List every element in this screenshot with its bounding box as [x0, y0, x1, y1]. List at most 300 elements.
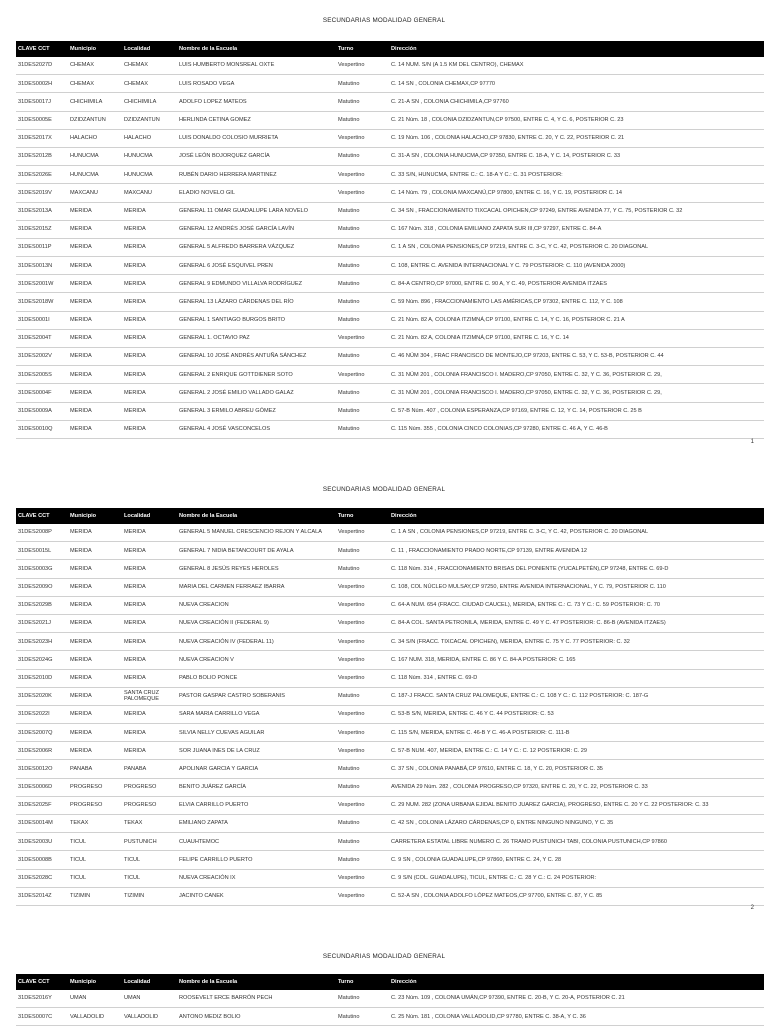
localidad-cell: MERIDA — [122, 669, 177, 687]
localidad-header: Localidad — [122, 508, 177, 524]
page-title: SECUNDARIAS MODALIDAD GENERAL — [322, 17, 446, 24]
localidad-cell: PUSTUNICH — [122, 833, 177, 851]
escuela-name-cell: NUEVA CREACIÓN IX — [177, 869, 336, 887]
turno-cell: Vespertino — [336, 742, 389, 760]
municipio-cell: TEKAX — [68, 815, 122, 833]
clave-cct-cell: 31DES0002H — [16, 75, 68, 93]
table-row — [16, 111, 764, 129]
escuela-name-cell: GENERAL 8 JESÚS REYES HEROLES — [177, 560, 336, 578]
turno-cell: Matutino — [336, 833, 389, 851]
turno-cell: Vespertino — [336, 724, 389, 742]
localidad-cell: MERIDA — [122, 724, 177, 742]
table-row — [16, 348, 764, 366]
clave-cct-cell: 31DES2018W — [16, 293, 68, 311]
clave-cct-cell: 31DES2029B — [16, 596, 68, 614]
table-row — [16, 384, 764, 402]
localidad-cell: PANABA — [122, 760, 177, 778]
clave-cct-cell: 31DES0006D — [16, 778, 68, 796]
localidad-cell: CHICHIMILA — [122, 93, 177, 111]
table-row — [16, 524, 764, 542]
municipio-cell: MERIDA — [68, 402, 122, 420]
clave-cct-cell: 31DES2010D — [16, 669, 68, 687]
localidad-cell: MERIDA — [122, 578, 177, 596]
localidad-cell: HUNUCMA — [122, 166, 177, 184]
table-row — [16, 760, 764, 778]
table-row — [16, 542, 764, 560]
table-row — [16, 420, 764, 438]
clave-cct-cell: 31DES0001I — [16, 311, 68, 329]
municipio-cell: VALLADOLID — [68, 1008, 122, 1026]
direccion-cell: C. 11 , FRACCIONAMIENTO PRADO NORTE,CP 97139, ENTRE AVENIDA 12 — [389, 542, 764, 560]
table-header-row — [16, 974, 764, 990]
direccion-cell: AVENIDA 29 Núm. 282 , COLONIA PROGRESO,CP 97320, ENTRE C. 20, Y C. 22, POSTERIOR C. 33 — [389, 778, 764, 796]
table-header-row — [16, 41, 764, 57]
municipio-cell: MERIDA — [68, 238, 122, 256]
clave-cct-cell: 31DES0005E — [16, 111, 68, 129]
clave-cct-cell: 31DES2001W — [16, 275, 68, 293]
table-row — [16, 238, 764, 256]
table-row — [16, 833, 764, 851]
escuela-name-cell: GENERAL 9 EDMUNDO VILLALVA RODRÍGUEZ — [177, 275, 336, 293]
escuela-name-cell: BENITO JUÁREZ GARCÍA — [177, 778, 336, 796]
municipio-cell: HALACHO — [68, 129, 122, 147]
clave-cct-cell: 31DES0013N — [16, 257, 68, 275]
escuela-name-cell: GENERAL 7 NIDIA BETANCOURT DE AYALA — [177, 542, 336, 560]
escuela-name-cell: JOSÉ LEÓN BOJORQUEZ GARCÍA — [177, 147, 336, 165]
escuela-name-cell: GENERAL 1. OCTAVIO PAZ — [177, 329, 336, 347]
turno-cell: Matutino — [336, 75, 389, 93]
turno-cell: Matutino — [336, 542, 389, 560]
clave-cct-cell: 31DES2007Q — [16, 724, 68, 742]
table-row — [16, 796, 764, 814]
table-row — [16, 560, 764, 578]
table-row — [16, 402, 764, 420]
page-title: SECUNDARIAS MODALIDAD GENERAL — [322, 486, 446, 493]
municipio-cell: MERIDA — [68, 724, 122, 742]
direccion-cell: C. 57-B NUM. 407, MERIDA, ENTRE C.: C. 14 Y C.: C. 12 POSTERIOR: C. 29 — [389, 742, 764, 760]
turno-cell: Vespertino — [336, 129, 389, 147]
municipio-cell: DZIDZANTUN — [68, 111, 122, 129]
table-row — [16, 129, 764, 147]
localidad-cell: MERIDA — [122, 311, 177, 329]
direccion-cell: C. 25 Núm. 181 , COLONIA VALLADOLID,CP 97780, ENTRE C. 38-A, Y C. 36 — [389, 1008, 764, 1026]
direccion-cell: C. 118 Núm. 314 , ENTRE C. 69-D — [389, 669, 764, 687]
direccion-cell: C. 14 SN , COLONIA CHEMAX,CP 97770 — [389, 75, 764, 93]
escuela-name-cell: PASTOR GASPAR CASTRO SOBERANIS — [177, 687, 336, 705]
turno-cell: Matutino — [336, 202, 389, 220]
escuela-name-cell: GENERAL 5 ALFREDO BARRERA VÁZQUEZ — [177, 238, 336, 256]
escuela-name-cell: APOLINAR GARCIA Y GARCIA — [177, 760, 336, 778]
direccion-cell: C. 33 S/N, HUNUCMA, ENTRE C.: C. 18-A Y C.: C. 31 POSTERIOR: — [389, 166, 764, 184]
turno-cell: Vespertino — [336, 329, 389, 347]
localidad-cell: MERIDA — [122, 651, 177, 669]
direccion-header: Dirección — [389, 508, 764, 524]
localidad-cell: MERIDA — [122, 348, 177, 366]
escuela-name-cell: HERLINDA CETINA GOMEZ — [177, 111, 336, 129]
municipio-cell: TIZIMIN — [68, 887, 122, 905]
municipio-cell: TICUL — [68, 869, 122, 887]
table-row — [16, 687, 764, 705]
direccion-cell: C. 21 Núm. 18 , COLONIA DZIDZANTUN,CP 97500, ENTRE C. 4, Y C. 6, POSTERIOR C. 23 — [389, 111, 764, 129]
table-row — [16, 184, 764, 202]
table-row — [16, 742, 764, 760]
localidad-header: Localidad — [122, 41, 177, 57]
turno-cell: Matutino — [336, 1008, 389, 1026]
direccion-cell: C. 53-B S/N, MERIDA, ENTRE C. 46 Y C. 44 POSTERIOR: C. 53 — [389, 705, 764, 723]
municipio-cell: MERIDA — [68, 687, 122, 705]
localidad-cell: UMAN — [122, 990, 177, 1008]
escuela-header: Nombre de la Escuela — [177, 508, 336, 524]
table-row — [16, 275, 764, 293]
turno-header: Turno — [336, 41, 389, 57]
turno-cell: Vespertino — [336, 184, 389, 202]
direccion-cell: C. 46 NÚM 304 , FRAC FRANCISCO DE MONTEJO,CP 97203, ENTRE C. 53, Y C. 53-B, POSTERIOR C. 44 — [389, 348, 764, 366]
turno-cell: Vespertino — [336, 651, 389, 669]
escuela-name-cell: GENERAL 10 JOSÉ ANDRÉS ANTUÑA SÁNCHEZ — [177, 348, 336, 366]
municipio-cell: PANABA — [68, 760, 122, 778]
turno-cell: Matutino — [336, 275, 389, 293]
direccion-cell: C. 9 S/N (COL. GUADALUPE), TICUL, ENTRE C.: C. 28 Y C.: C. 24 POSTERIOR: — [389, 869, 764, 887]
turno-cell: Matutino — [336, 990, 389, 1008]
localidad-cell: MERIDA — [122, 633, 177, 651]
direccion-cell: C. 14 NUM. S/N (A 1.5 KM DEL CENTRO), CHEMAX — [389, 57, 764, 75]
localidad-cell: MAXCANU — [122, 184, 177, 202]
escuela-name-cell: GENERAL 6 JOSÉ ESQUIVEL PREN — [177, 257, 336, 275]
table-row — [16, 578, 764, 596]
clave-cct-cell: 31DES2023H — [16, 633, 68, 651]
escuela-name-cell: ADOLFO LOPEZ MATEOS — [177, 93, 336, 111]
table-row — [16, 57, 764, 75]
clave-cct-cell: 31DES2005S — [16, 366, 68, 384]
direccion-cell: C. 19 Núm. 106 , COLONIA HALACHO,CP 97830, ENTRE C. 20, Y C. 22, POSTERIOR C. 21 — [389, 129, 764, 147]
escuela-name-cell: RUBÉN DARIO HERRERA MARTINEZ — [177, 166, 336, 184]
escuela-name-cell: GENERAL 3 ERMILO ABREU GÓMEZ — [177, 402, 336, 420]
municipio-cell: MERIDA — [68, 202, 122, 220]
turno-header: Turno — [336, 508, 389, 524]
escuela-name-cell: GENERAL 2 JOSÉ EMILIO VALLADO GALAZ — [177, 384, 336, 402]
municipio-cell: MERIDA — [68, 560, 122, 578]
municipio-cell: MERIDA — [68, 257, 122, 275]
municipio-cell: MERIDA — [68, 311, 122, 329]
turno-cell: Vespertino — [336, 869, 389, 887]
turno-cell: Matutino — [336, 402, 389, 420]
localidad-cell: CHEMAX — [122, 75, 177, 93]
table-row — [16, 366, 764, 384]
direccion-header: Dirección — [389, 41, 764, 57]
turno-cell: Vespertino — [336, 633, 389, 651]
direccion-cell: C. 37 SN , COLONIA PANABÁ,CP 97610, ENTRE C. 18, Y C. 20, POSTERIOR C. 35 — [389, 760, 764, 778]
localidad-cell: MERIDA — [122, 257, 177, 275]
table-row — [16, 669, 764, 687]
clave-cct-cell: 31DES0004F — [16, 384, 68, 402]
municipio-header: Municipio — [68, 508, 122, 524]
turno-cell: Matutino — [336, 420, 389, 438]
escuela-name-cell: NUEVA CREACION — [177, 596, 336, 614]
table-row — [16, 614, 764, 632]
escuela-header: Nombre de la Escuela — [177, 974, 336, 990]
table-row — [16, 596, 764, 614]
municipio-cell: MERIDA — [68, 578, 122, 596]
escuela-name-cell: GENERAL 2 ENRIQUE GOTTDIENER SOTO — [177, 366, 336, 384]
municipio-cell: MERIDA — [68, 705, 122, 723]
municipio-cell: MERIDA — [68, 420, 122, 438]
escuela-header: Nombre de la Escuela — [177, 41, 336, 57]
municipio-cell: MERIDA — [68, 366, 122, 384]
localidad-cell: TIZIMIN — [122, 887, 177, 905]
table-row — [16, 166, 764, 184]
direccion-cell: C. 14 Núm. 79 , COLONIA MAXCANÚ,CP 97800, ENTRE C. 16, Y C. 19, POSTERIOR C. 14 — [389, 184, 764, 202]
table-row — [16, 705, 764, 723]
clave-cct-cell: 31DES2022I — [16, 705, 68, 723]
turno-cell: Vespertino — [336, 887, 389, 905]
direccion-cell: C. 57-B Núm. 407 , COLONIA ESPERANZA,CP 97169, ENTRE C. 12, Y C. 14, POSTERIOR C. 25 B — [389, 402, 764, 420]
municipio-cell: PROGRESO — [68, 778, 122, 796]
localidad-cell: MERIDA — [122, 238, 177, 256]
direccion-cell: C. 84-A CENTRO,CP 97000, ENTRE C. 90 A, Y C. 49, POSTERIOR AVENIDA ITZAES — [389, 275, 764, 293]
table-row — [16, 869, 764, 887]
table-row — [16, 329, 764, 347]
direccion-cell: C. 31 NÚM 201 , COLONIA FRANCISCO I. MADERO,CP 97050, ENTRE C. 32, Y C. 36, POSTERIOR C. 29, — [389, 366, 764, 384]
localidad-cell: TICUL — [122, 869, 177, 887]
direccion-header: Dirección — [389, 974, 764, 990]
clave-cct-cell: 31DES0007C — [16, 1008, 68, 1026]
turno-cell: Matutino — [336, 687, 389, 705]
escuela-name-cell: NUEVA CREACIÓN IV (FEDERAL 11) — [177, 633, 336, 651]
escuela-name-cell: LUIS DONALDO COLOSIO MURRIETA — [177, 129, 336, 147]
table-row — [16, 257, 764, 275]
escuela-name-cell: GENERAL 1 SANTIAGO BURGOS BRITO — [177, 311, 336, 329]
clave-cct-cell: 31DES0011P — [16, 238, 68, 256]
municipio-cell: MAXCANU — [68, 184, 122, 202]
municipio-header: Municipio — [68, 41, 122, 57]
clave-cct-cell: 31DES2015Z — [16, 220, 68, 238]
clave-cct-cell: 31DES2024G — [16, 651, 68, 669]
escuela-name-cell: ROOSEVELT ERCE BARRÓN PECH — [177, 990, 336, 1008]
localidad-cell: MERIDA — [122, 202, 177, 220]
direccion-cell: C. 108, COL NÚCLEO MULSAY,CP 97250, ENTRE AVENIDA INTERNACIONAL, Y C. 79, POSTERIOR C. 110 — [389, 578, 764, 596]
table-row — [16, 851, 764, 869]
localidad-cell: MERIDA — [122, 614, 177, 632]
direccion-cell: C. 118 Núm. 314 , FRACCIONAMIENTO BRISAS DEL PONIENTE (YUCALPETÉN),CP 97248, ENTRE C. 69-D — [389, 560, 764, 578]
schools-table — [16, 974, 764, 1026]
escuela-name-cell: GENERAL 12 ANDRÉS JOSÉ GARCÍA LAVÍN — [177, 220, 336, 238]
municipio-cell: MERIDA — [68, 220, 122, 238]
turno-cell: Matutino — [336, 147, 389, 165]
municipio-cell: MERIDA — [68, 651, 122, 669]
clave-cct-cell: 31DES0014M — [16, 815, 68, 833]
schools-table — [16, 508, 764, 906]
municipio-cell: CHICHIMILA — [68, 93, 122, 111]
clave-cct-cell: 31DES2013A — [16, 202, 68, 220]
escuela-name-cell: ANTONO MEDIZ BOLIO — [177, 1008, 336, 1026]
escuela-name-cell: GENERAL 11 OMAR GUADALUPE LARA NOVELO — [177, 202, 336, 220]
municipio-cell: CHEMAX — [68, 57, 122, 75]
escuela-name-cell: EMILIANO ZAPATA — [177, 815, 336, 833]
municipio-cell: MERIDA — [68, 384, 122, 402]
municipio-cell: MERIDA — [68, 524, 122, 542]
turno-header: Turno — [336, 974, 389, 990]
table-row — [16, 778, 764, 796]
localidad-cell: DZIDZANTUN — [122, 111, 177, 129]
clave-cct-cell: 31DES2025F — [16, 796, 68, 814]
table-row — [16, 202, 764, 220]
clave-cct-cell: 31DES0015L — [16, 542, 68, 560]
turno-cell: Matutino — [336, 384, 389, 402]
escuela-name-cell: NUEVA CREACION V — [177, 651, 336, 669]
clave-cct-cell: 31DES2019V — [16, 184, 68, 202]
localidad-cell: MERIDA — [122, 560, 177, 578]
direccion-cell: C. 187-J FRACC. SANTA CRUZ PALOMEQUE, ENTRE C.: C. 108 Y C.: C. 112 POSTERIOR: C. 187-G — [389, 687, 764, 705]
direccion-cell: C. 9 SN , COLONIA GUADALUPE,CP 97860, ENTRE C. 24, Y C. 28 — [389, 851, 764, 869]
municipio-header: Municipio — [68, 974, 122, 990]
clave-cct-cell: 31DES2004T — [16, 329, 68, 347]
direccion-cell: C. 84-A COL. SANTA PETRONILA, MERIDA, ENTRE C. 49 Y C. 47 POSTERIOR: C. 86-B (AVENIDA ITZAES) — [389, 614, 764, 632]
turno-cell: Matutino — [336, 93, 389, 111]
localidad-cell: HUNUCMA — [122, 147, 177, 165]
direccion-cell: C. 29 NUM. 282 (ZONA URBANA EJIDAL BENITO JUAREZ GARCIA), PROGRESO, ENTRE C. 20 Y C. 22 POSTERIOR: C. 33 — [389, 796, 764, 814]
localidad-cell: MERIDA — [122, 742, 177, 760]
turno-cell: Matutino — [336, 760, 389, 778]
localidad-cell: MERIDA — [122, 329, 177, 347]
table-row — [16, 311, 764, 329]
clave-cct-header: CLAVE CCT — [16, 508, 68, 524]
localidad-cell: MERIDA — [122, 524, 177, 542]
direccion-cell: CARRETERA ESTATAL LIBRE NUMERO C. 26 TRAMO PUSTUNICH TABI, COLONIA PUSTUNICH,CP 97860 — [389, 833, 764, 851]
localidad-cell: SANTA CRUZ PALOMEQUE — [122, 687, 177, 705]
direccion-cell: C. 21-A SN , COLONIA CHICHIMILA,CP 97760 — [389, 93, 764, 111]
escuela-name-cell: SARA MARIA CARRILLO VEGA — [177, 705, 336, 723]
escuela-name-cell: LUIS HUMBERTO MONSREAL OXTE — [177, 57, 336, 75]
clave-cct-cell: 31DES2009O — [16, 578, 68, 596]
direccion-cell: C. 31 NÚM 201 , COLONIA FRANCISCO I. MADERO,CP 97050, ENTRE C. 32, Y C. 36, POSTERIOR C. 29, — [389, 384, 764, 402]
turno-cell: Matutino — [336, 220, 389, 238]
direccion-cell: C. 167 Núm. 318 , COLONIA EMILIANO ZAPATA SUR III,CP 97297, ENTRE C. 84-A — [389, 220, 764, 238]
table-row — [16, 1008, 764, 1026]
municipio-cell: MERIDA — [68, 275, 122, 293]
municipio-cell: MERIDA — [68, 293, 122, 311]
turno-cell: Vespertino — [336, 524, 389, 542]
escuela-name-cell: PABLO BOLIO PONCE — [177, 669, 336, 687]
localidad-cell: TEKAX — [122, 815, 177, 833]
localidad-cell: MERIDA — [122, 596, 177, 614]
clave-cct-header: CLAVE CCT — [16, 41, 68, 57]
municipio-cell: MERIDA — [68, 614, 122, 632]
table-row — [16, 293, 764, 311]
clave-cct-cell: 31DES2028C — [16, 869, 68, 887]
localidad-cell: MERIDA — [122, 420, 177, 438]
escuela-name-cell: LUIS ROSADO VEGA — [177, 75, 336, 93]
table-row — [16, 887, 764, 905]
page-title: SECUNDARIAS MODALIDAD GENERAL — [322, 953, 446, 960]
localidad-cell: MERIDA — [122, 366, 177, 384]
municipio-cell: MERIDA — [68, 348, 122, 366]
direccion-cell: C. 108, ENTRE C. AVENIDA INTERNACIONAL Y C. 79 POSTERIOR: C. 110 (AVENIDA 2000) — [389, 257, 764, 275]
direccion-cell: C. 21 Núm. 82 A, COLONIA ITZIMNÁ,CP 97100, ENTRE C. 16, Y C. 14 — [389, 329, 764, 347]
schools-table — [16, 41, 764, 439]
clave-cct-cell: 31DES0017J — [16, 93, 68, 111]
escuela-name-cell: MARIA DEL CARMEN FERRAEZ IBARRA — [177, 578, 336, 596]
municipio-cell: MERIDA — [68, 596, 122, 614]
direccion-cell: C. 64-A NUM. 654 (FRACC. CIUDAD CAUCEL), MERIDA, ENTRE C.: C. 73 Y C.: C. 59 POSTERIOR: C. 70 — [389, 596, 764, 614]
escuela-name-cell: ELADIO NOVELO GIL — [177, 184, 336, 202]
municipio-cell: CHEMAX — [68, 75, 122, 93]
localidad-cell: VALLADOLID — [122, 1008, 177, 1026]
escuela-name-cell: FELIPE CARRILLO PUERTO — [177, 851, 336, 869]
direccion-cell: C. 42 SN , COLONIA LÁZARO CÁRDENAS,CP 0, ENTRE NINGUNO NINGUNO, Y C. 35 — [389, 815, 764, 833]
table-row — [16, 651, 764, 669]
turno-cell: Vespertino — [336, 578, 389, 596]
turno-cell: Vespertino — [336, 614, 389, 632]
direccion-cell: C. 115 Núm. 355 , COLONIA CINCO COLONIAS,CP 97280, ENTRE C. 46 A, Y C. 46-B — [389, 420, 764, 438]
localidad-cell: MERIDA — [122, 275, 177, 293]
municipio-cell: HUNUCMA — [68, 147, 122, 165]
clave-cct-header: CLAVE CCT — [16, 974, 68, 990]
municipio-cell: MERIDA — [68, 633, 122, 651]
escuela-name-cell: CUAUHTEMOC — [177, 833, 336, 851]
municipio-cell: TICUL — [68, 833, 122, 851]
localidad-cell: MERIDA — [122, 220, 177, 238]
clave-cct-cell: 31DES2008P — [16, 524, 68, 542]
turno-cell: Matutino — [336, 111, 389, 129]
turno-cell: Matutino — [336, 815, 389, 833]
turno-cell: Matutino — [336, 851, 389, 869]
clave-cct-cell: 31DES2003U — [16, 833, 68, 851]
escuela-name-cell: GENERAL 4 JOSÉ VASCONCELOS — [177, 420, 336, 438]
clave-cct-cell: 31DES2012B — [16, 147, 68, 165]
turno-cell: Matutino — [336, 293, 389, 311]
direccion-cell: C. 1 A SN , COLONIA PENSIONES,CP 97219, ENTRE C. 3-C, Y C. 42, POSTERIOR C. 20 DIAGONAL — [389, 524, 764, 542]
turno-cell: Vespertino — [336, 166, 389, 184]
page-number: 1 — [750, 439, 754, 445]
clave-cct-cell: 31DES2017X — [16, 129, 68, 147]
direccion-cell: C. 31-A SN , COLONIA HUNUCMA,CP 97350, ENTRE C. 18-A, Y C. 14, POSTERIOR C. 33 — [389, 147, 764, 165]
clave-cct-cell: 31DES2016Y — [16, 990, 68, 1008]
localidad-cell: MERIDA — [122, 402, 177, 420]
direccion-cell: C. 52-A SN , COLONIA ADOLFO LÓPEZ MATEOS,CP 97700, ENTRE C. 87, Y C. 85 — [389, 887, 764, 905]
clave-cct-cell: 31DES2002V — [16, 348, 68, 366]
turno-cell: Vespertino — [336, 57, 389, 75]
direccion-cell: C. 23 Núm. 109 , COLONIA UMÁN,CP 97390, ENTRE C. 20-B, Y C. 20-A, POSTERIOR C. 21 — [389, 990, 764, 1008]
turno-cell: Matutino — [336, 560, 389, 578]
clave-cct-cell: 31DES2026E — [16, 166, 68, 184]
clave-cct-cell: 31DES2021J — [16, 614, 68, 632]
clave-cct-cell: 31DES0012O — [16, 760, 68, 778]
direccion-cell: C. 59 Núm. 896 , FRACCIONAMIENTO LAS AMÉRICAS,CP 97302, ENTRE C. 112, Y C. 108 — [389, 293, 764, 311]
localidad-cell: MERIDA — [122, 384, 177, 402]
municipio-cell: HUNUCMA — [68, 166, 122, 184]
escuela-name-cell: GENERAL 13 LÁZARO CÁRDENAS DEL RÍO — [177, 293, 336, 311]
clave-cct-cell: 31DES0009A — [16, 402, 68, 420]
clave-cct-cell: 31DES2020K — [16, 687, 68, 705]
table-row — [16, 990, 764, 1008]
turno-cell: Vespertino — [336, 366, 389, 384]
localidad-cell: TICUL — [122, 851, 177, 869]
direccion-cell: C. 167 NUM. 318, MERIDA, ENTRE C. 86 Y C. 84-A POSTERIOR: C. 165 — [389, 651, 764, 669]
turno-cell: Matutino — [336, 257, 389, 275]
escuela-name-cell: SOR JUANA INES DE LA CRUZ — [177, 742, 336, 760]
clave-cct-cell: 31DES2014Z — [16, 887, 68, 905]
localidad-cell: HALACHO — [122, 129, 177, 147]
direccion-cell: C. 34 SN , FRACCIONAMIENTO TIXCACAL OPICHEN,CP 97249, ENTRE AVENIDA 77, Y C. 75, POSTERIOR C. 32 — [389, 202, 764, 220]
table-row — [16, 633, 764, 651]
turno-cell: Vespertino — [336, 669, 389, 687]
turno-cell: Matutino — [336, 778, 389, 796]
municipio-cell: MERIDA — [68, 542, 122, 560]
localidad-header: Localidad — [122, 974, 177, 990]
table-row — [16, 93, 764, 111]
localidad-cell: PROGRESO — [122, 778, 177, 796]
turno-cell: Vespertino — [336, 596, 389, 614]
